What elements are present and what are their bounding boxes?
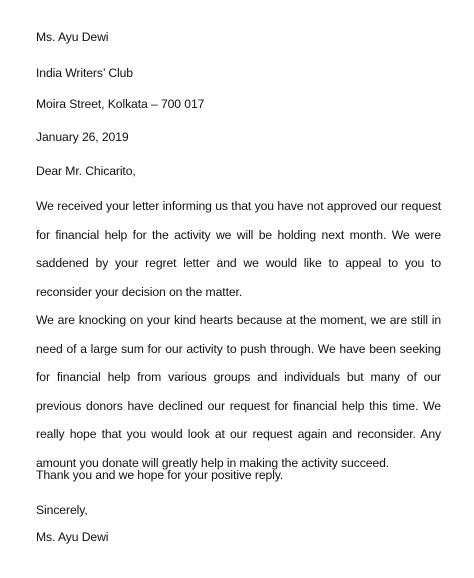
closing: Sincerely, bbox=[36, 503, 88, 517]
body-paragraph-2: We are knocking on your kind hearts because at the moment, we are still in need of a large sum for our activity to push through. We have been seeking for financial help from various groups and individuals but many of our previous donors have declined our request for financial help this time. We really hope that you would look at our request again and reconsider. Any amount you donate will greatly help in making the activity succeed. bbox=[36, 313, 441, 470]
body-paragraph-3: Thank you and we hope for your positive reply. bbox=[36, 468, 284, 482]
signature-name: Ms. Ayu Dewi bbox=[36, 530, 109, 544]
body-paragraph-1: We received your letter informing us that you have not approved our request for financial help for the activity we will be holding next month. We were saddened by your regret letter and we would like to appeal to you to reconsider your decision on the matter. bbox=[36, 199, 441, 299]
sender-name: Ms. Ayu Dewi bbox=[36, 30, 109, 44]
sender-organization: India Writers’ Club bbox=[36, 66, 133, 80]
salutation: Dear Mr. Chicarito, bbox=[36, 164, 136, 178]
sender-address: Moira Street, Kolkata – 700 017 bbox=[36, 97, 205, 111]
letter-date: January 26, 2019 bbox=[36, 130, 129, 144]
